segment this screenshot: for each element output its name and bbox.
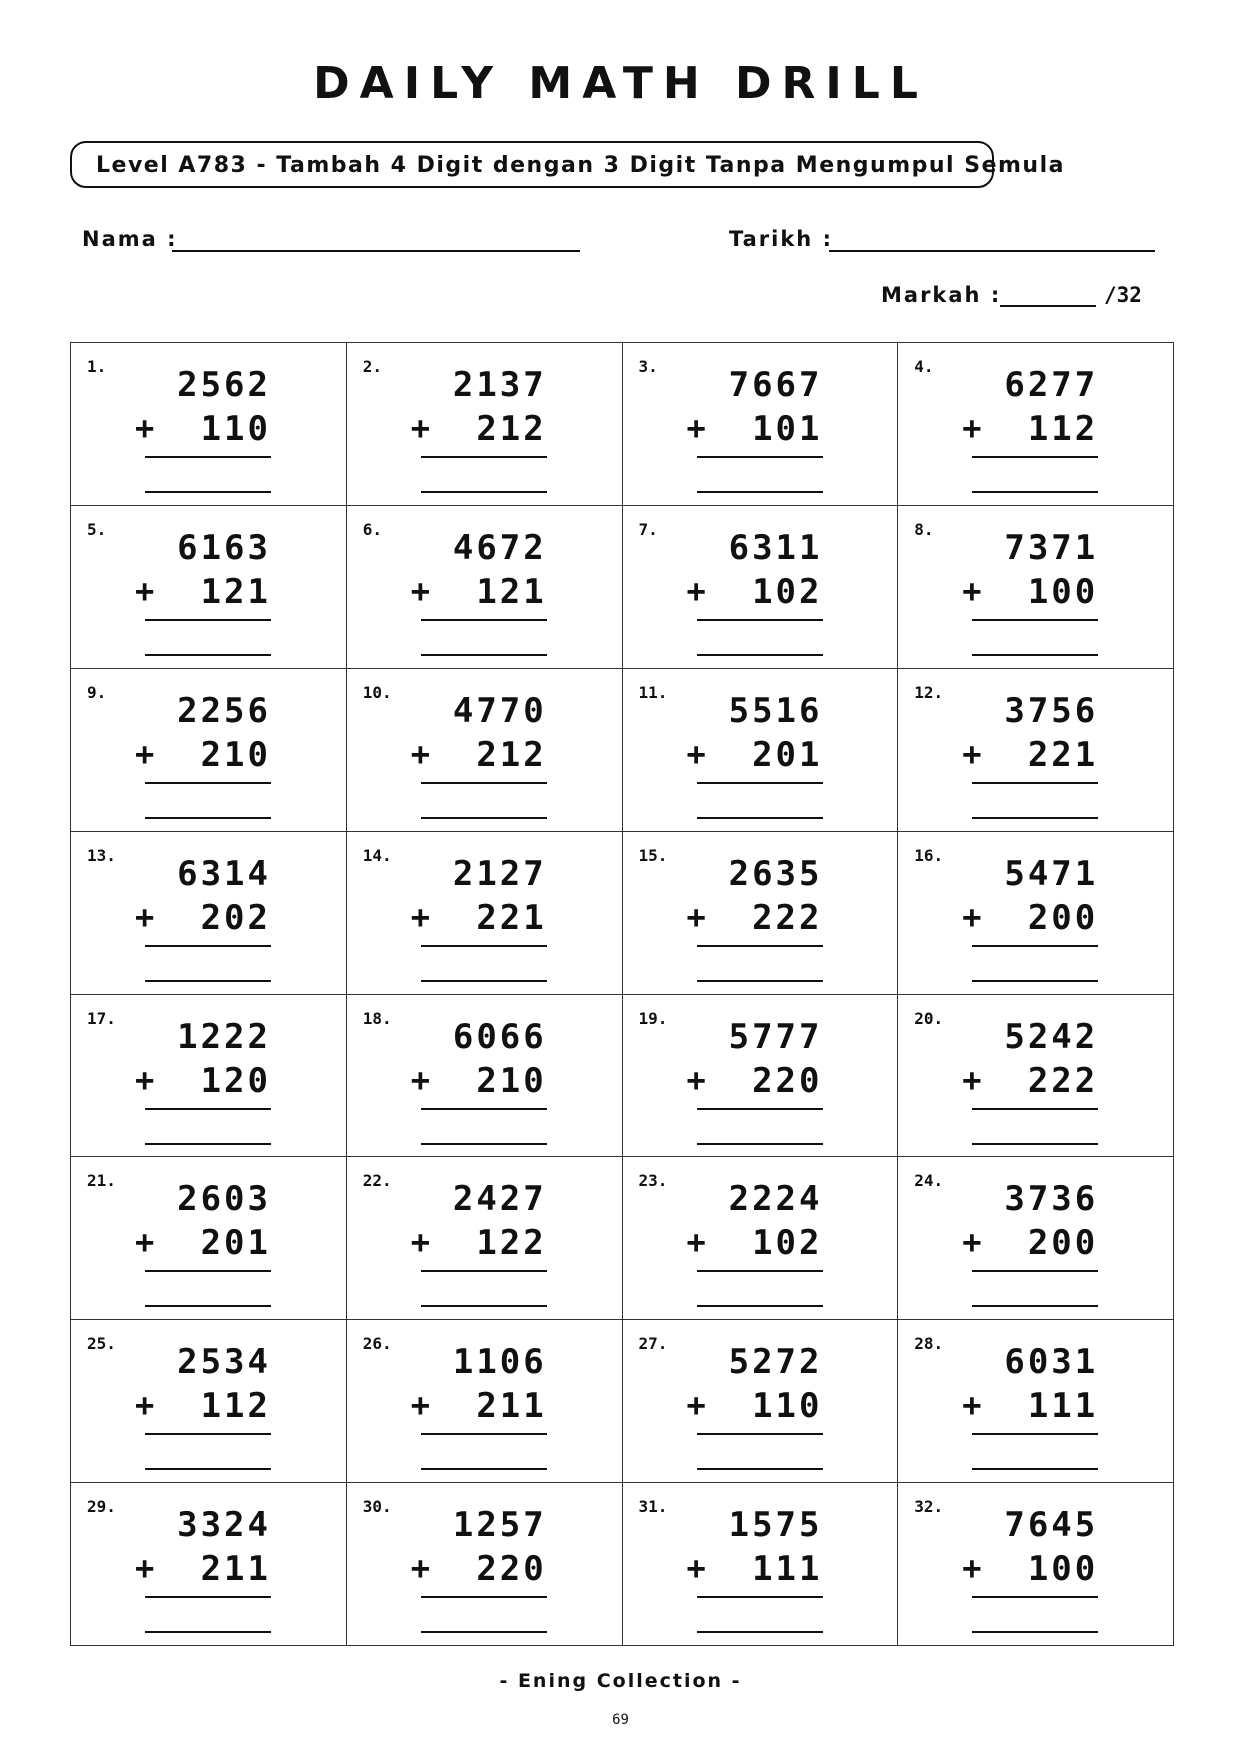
plus-sign: + — [962, 734, 982, 773]
problem-cell — [623, 832, 899, 995]
level-description: Level A783 - Tambah 4 Digit dengan 3 Digit Tanpa Mengumpul Semula — [96, 153, 1065, 178]
answer-line[interactable] — [972, 491, 1098, 493]
problem-number: 29. — [87, 1497, 116, 1517]
answer-line[interactable] — [145, 1631, 271, 1633]
plus-sign: + — [686, 409, 706, 447]
sum-rule — [972, 456, 1098, 458]
answer-line[interactable] — [421, 817, 547, 819]
answer-line[interactable] — [697, 1468, 823, 1470]
page-number: 69 — [612, 1712, 629, 1728]
addend-top: 2603 — [177, 1179, 271, 1220]
answer-line[interactable] — [421, 1468, 547, 1470]
plus-sign: + — [686, 897, 706, 936]
addend-bottom: 210 — [476, 1060, 547, 1101]
addend-top: 6277 — [1004, 365, 1099, 405]
problem-cell — [347, 669, 623, 832]
problem-cell — [71, 1483, 347, 1646]
addend-top: 3324 — [177, 1505, 271, 1546]
problem-cell — [898, 669, 1174, 832]
marks-line[interactable] — [1000, 305, 1096, 307]
problem-number: 15. — [638, 845, 668, 865]
answer-line[interactable] — [972, 1143, 1098, 1145]
problem-cell — [898, 832, 1174, 995]
answer-line[interactable] — [697, 1305, 823, 1307]
problem-cell — [71, 1320, 347, 1483]
addend-top: 6163 — [177, 527, 271, 568]
problem-cell — [71, 832, 347, 995]
problem-number: 14. — [362, 845, 392, 865]
addend-bottom: 102 — [752, 571, 823, 612]
addend-bottom: 201 — [200, 1223, 271, 1264]
answer-line[interactable] — [697, 654, 823, 656]
plus-sign: + — [962, 1223, 982, 1262]
problem-number: 22. — [362, 1171, 392, 1191]
plus-sign: + — [686, 1386, 706, 1425]
addend-bottom: 222 — [1027, 1060, 1099, 1101]
addend-bottom: 121 — [200, 571, 271, 612]
answer-line[interactable] — [972, 654, 1098, 656]
sum-rule — [972, 1108, 1098, 1110]
sum-rule — [697, 782, 823, 784]
plus-sign: + — [135, 734, 155, 773]
answer-line[interactable] — [145, 1468, 271, 1470]
sum-rule — [421, 456, 547, 458]
name-line[interactable] — [172, 250, 580, 252]
sum-rule — [972, 1270, 1098, 1272]
addend-top: 6066 — [452, 1016, 547, 1057]
problem-number: 2. — [362, 357, 383, 376]
addend-top: 5516 — [728, 690, 823, 731]
answer-line[interactable] — [421, 1631, 547, 1633]
problem-number: 5. — [87, 519, 107, 539]
answer-line[interactable] — [697, 980, 823, 982]
addend-bottom: 100 — [1027, 1549, 1099, 1590]
answer-line[interactable] — [145, 654, 271, 656]
problem-cell — [347, 995, 623, 1158]
sum-rule — [421, 1433, 547, 1435]
sum-rule — [697, 1108, 823, 1110]
answer-line[interactable] — [697, 1143, 823, 1145]
date-label: Tarikh : — [729, 227, 833, 251]
plus-sign: + — [686, 1060, 706, 1099]
plus-sign: + — [135, 571, 155, 610]
answer-line[interactable] — [972, 817, 1098, 819]
addend-top: 7645 — [1004, 1505, 1099, 1546]
plus-sign: + — [410, 1549, 431, 1588]
plus-sign: + — [410, 1223, 431, 1262]
problem-cell — [71, 506, 347, 669]
addend-bottom: 222 — [752, 897, 823, 938]
addend-top: 3736 — [1004, 1179, 1099, 1220]
plus-sign: + — [962, 1386, 982, 1425]
plus-sign: + — [135, 897, 155, 936]
addend-top: 6311 — [728, 527, 823, 568]
plus-sign: + — [686, 571, 706, 610]
addend-bottom: 211 — [200, 1549, 271, 1590]
answer-line[interactable] — [972, 1305, 1098, 1307]
plus-sign: + — [135, 1386, 155, 1425]
marks-total: /32 — [1104, 283, 1142, 307]
addend-top: 5777 — [728, 1016, 823, 1057]
sum-rule — [972, 945, 1098, 947]
addend-bottom: 210 — [200, 734, 271, 775]
addend-top: 2224 — [728, 1179, 823, 1220]
problem-cell — [623, 506, 899, 669]
sum-rule — [145, 456, 271, 458]
addend-top: 5471 — [1004, 853, 1099, 894]
problem-cell — [71, 343, 347, 506]
answer-line[interactable] — [145, 491, 271, 493]
addend-top: 1575 — [728, 1505, 823, 1546]
answer-line[interactable] — [145, 1143, 271, 1145]
problem-number: 31. — [638, 1497, 668, 1517]
sum-rule — [145, 619, 271, 621]
addend-bottom: 212 — [476, 409, 547, 449]
addend-top: 2127 — [452, 853, 547, 894]
problem-number: 17. — [87, 1008, 116, 1028]
problem-cell — [623, 669, 899, 832]
problem-number: 12. — [914, 682, 944, 702]
name-label: Nama : — [82, 227, 178, 251]
sum-rule — [421, 782, 547, 784]
problem-cell — [623, 995, 899, 1158]
addend-bottom: 111 — [1027, 1386, 1099, 1427]
problem-number: 24. — [914, 1171, 944, 1191]
problem-number: 8. — [914, 519, 934, 539]
addend-top: 4770 — [452, 690, 547, 731]
problem-number: 32. — [914, 1497, 944, 1517]
addend-top: 7667 — [728, 365, 823, 405]
problem-cell — [71, 995, 347, 1158]
addend-top: 1257 — [452, 1505, 547, 1546]
marks-label: Markah : — [881, 283, 1002, 307]
problem-cell — [898, 1157, 1174, 1320]
sum-rule — [697, 456, 823, 458]
plus-sign: + — [410, 571, 431, 610]
addend-bottom: 110 — [752, 1386, 823, 1427]
answer-line[interactable] — [972, 980, 1098, 982]
problem-number: 16. — [914, 845, 944, 865]
answer-line[interactable] — [421, 1305, 547, 1307]
problem-number: 10. — [362, 682, 392, 702]
addend-top: 2635 — [728, 853, 823, 894]
addend-bottom: 120 — [200, 1060, 271, 1101]
plus-sign: + — [962, 409, 982, 447]
addend-top: 7371 — [1004, 527, 1099, 568]
problem-number: 25. — [87, 1334, 116, 1354]
addend-top: 2137 — [452, 365, 547, 405]
plus-sign: + — [410, 734, 431, 773]
problem-cell — [898, 995, 1174, 1158]
addend-bottom: 102 — [752, 1223, 823, 1264]
problem-cell — [347, 1157, 623, 1320]
answer-line[interactable] — [697, 491, 823, 493]
problem-number: 7. — [638, 519, 658, 539]
problem-cell — [347, 506, 623, 669]
problem-number: 30. — [362, 1497, 392, 1517]
plus-sign: + — [962, 897, 982, 936]
addend-bottom: 101 — [752, 409, 823, 449]
plus-sign: + — [410, 409, 431, 447]
answer-line[interactable] — [421, 1143, 547, 1145]
answer-line[interactable] — [145, 817, 271, 819]
plus-sign: + — [686, 1549, 706, 1588]
sum-rule — [421, 619, 547, 621]
sum-rule — [697, 945, 823, 947]
problem-cell — [347, 1320, 623, 1483]
problem-cell — [347, 343, 623, 506]
addend-bottom: 121 — [476, 571, 547, 612]
addend-top: 6031 — [1004, 1342, 1099, 1383]
plus-sign: + — [410, 1060, 431, 1099]
sum-rule — [145, 945, 271, 947]
sum-rule — [972, 619, 1098, 621]
addend-top: 2256 — [177, 690, 271, 731]
page-title: DAILY MATH DRILL — [313, 58, 928, 109]
problem-number: 6. — [362, 519, 383, 539]
addend-bottom: 221 — [476, 897, 547, 938]
addend-bottom: 100 — [1027, 571, 1099, 612]
problem-number: 3. — [638, 357, 658, 376]
addend-bottom: 110 — [200, 409, 271, 449]
problem-cell — [623, 1483, 899, 1646]
problem-cell — [623, 1157, 899, 1320]
addend-top: 5272 — [728, 1342, 823, 1383]
sum-rule — [697, 1596, 823, 1598]
addend-bottom: 200 — [1027, 1223, 1099, 1264]
sum-rule — [145, 1433, 271, 1435]
addend-bottom: 220 — [476, 1549, 547, 1590]
plus-sign: + — [686, 1223, 706, 1262]
addend-top: 5242 — [1004, 1016, 1099, 1057]
plus-sign: + — [686, 734, 706, 773]
answer-line[interactable] — [697, 817, 823, 819]
footer-credit: - Ening Collection - — [499, 1670, 742, 1692]
sum-rule — [697, 1433, 823, 1435]
plus-sign: + — [410, 1386, 431, 1425]
answer-line[interactable] — [421, 654, 547, 656]
answer-line[interactable] — [421, 980, 547, 982]
addend-top: 1222 — [177, 1016, 271, 1057]
problem-number: 4. — [914, 357, 934, 376]
problem-number: 26. — [362, 1334, 392, 1354]
problem-cell — [347, 1483, 623, 1646]
addend-top: 2562 — [177, 365, 271, 405]
sum-rule — [145, 1596, 271, 1598]
sum-rule — [972, 1596, 1098, 1598]
problem-cell — [71, 669, 347, 832]
answer-line[interactable] — [145, 980, 271, 982]
plus-sign: + — [135, 1223, 155, 1262]
problem-cell — [898, 343, 1174, 506]
addend-bottom: 221 — [1027, 734, 1099, 775]
plus-sign: + — [962, 1549, 982, 1588]
sum-rule — [421, 1596, 547, 1598]
addend-bottom: 122 — [476, 1223, 547, 1264]
problem-number: 1. — [87, 357, 107, 376]
plus-sign: + — [135, 409, 155, 447]
problem-cell — [347, 832, 623, 995]
sum-rule — [421, 1270, 547, 1272]
answer-line[interactable] — [421, 491, 547, 493]
plus-sign: + — [962, 1060, 982, 1099]
addend-top: 1106 — [452, 1342, 547, 1383]
problem-number: 18. — [362, 1008, 392, 1028]
plus-sign: + — [962, 571, 982, 610]
problem-number: 9. — [87, 682, 107, 702]
addend-top: 2534 — [177, 1342, 271, 1383]
sum-rule — [145, 1108, 271, 1110]
problem-cell — [898, 1320, 1174, 1483]
problem-number: 27. — [638, 1334, 668, 1354]
addend-top: 3756 — [1004, 690, 1099, 731]
problem-number: 23. — [638, 1171, 668, 1191]
addend-bottom: 111 — [752, 1549, 823, 1590]
plus-sign: + — [410, 897, 431, 936]
addend-top: 6314 — [177, 853, 271, 894]
problem-number: 11. — [638, 682, 668, 702]
addend-bottom: 200 — [1027, 897, 1099, 938]
problem-cell — [898, 506, 1174, 669]
problem-cell — [623, 1320, 899, 1483]
level-banner — [70, 141, 1065, 188]
problem-cell — [71, 1157, 347, 1320]
problem-number: 19. — [638, 1008, 668, 1028]
sum-rule — [972, 1433, 1098, 1435]
problem-number: 13. — [87, 845, 116, 865]
addend-top: 4672 — [452, 527, 547, 568]
sum-rule — [972, 782, 1098, 784]
addend-bottom: 112 — [200, 1386, 271, 1427]
sum-rule — [421, 1108, 547, 1110]
addend-bottom: 202 — [200, 897, 271, 938]
plus-sign: + — [135, 1549, 155, 1588]
sum-rule — [421, 945, 547, 947]
problem-grid — [70, 342, 1174, 1646]
addend-bottom: 112 — [1027, 409, 1099, 449]
answer-line[interactable] — [972, 1468, 1098, 1470]
addend-top: 2427 — [452, 1179, 547, 1220]
sum-rule — [145, 782, 271, 784]
addend-bottom: 201 — [752, 734, 823, 775]
sum-rule — [697, 619, 823, 621]
plus-sign: + — [135, 1060, 155, 1099]
answer-line[interactable] — [145, 1305, 271, 1307]
date-line[interactable] — [829, 250, 1155, 252]
sum-rule — [697, 1270, 823, 1272]
addend-bottom: 220 — [752, 1060, 823, 1101]
answer-line[interactable] — [697, 1631, 823, 1633]
problem-cell — [623, 343, 899, 506]
problem-number: 20. — [914, 1008, 944, 1028]
addend-bottom: 211 — [476, 1386, 547, 1427]
problem-number: 21. — [87, 1171, 116, 1191]
problem-cell — [898, 1483, 1174, 1646]
answer-line[interactable] — [972, 1631, 1098, 1633]
problem-number: 28. — [914, 1334, 944, 1354]
sum-rule — [145, 1270, 271, 1272]
addend-bottom: 212 — [476, 734, 547, 775]
